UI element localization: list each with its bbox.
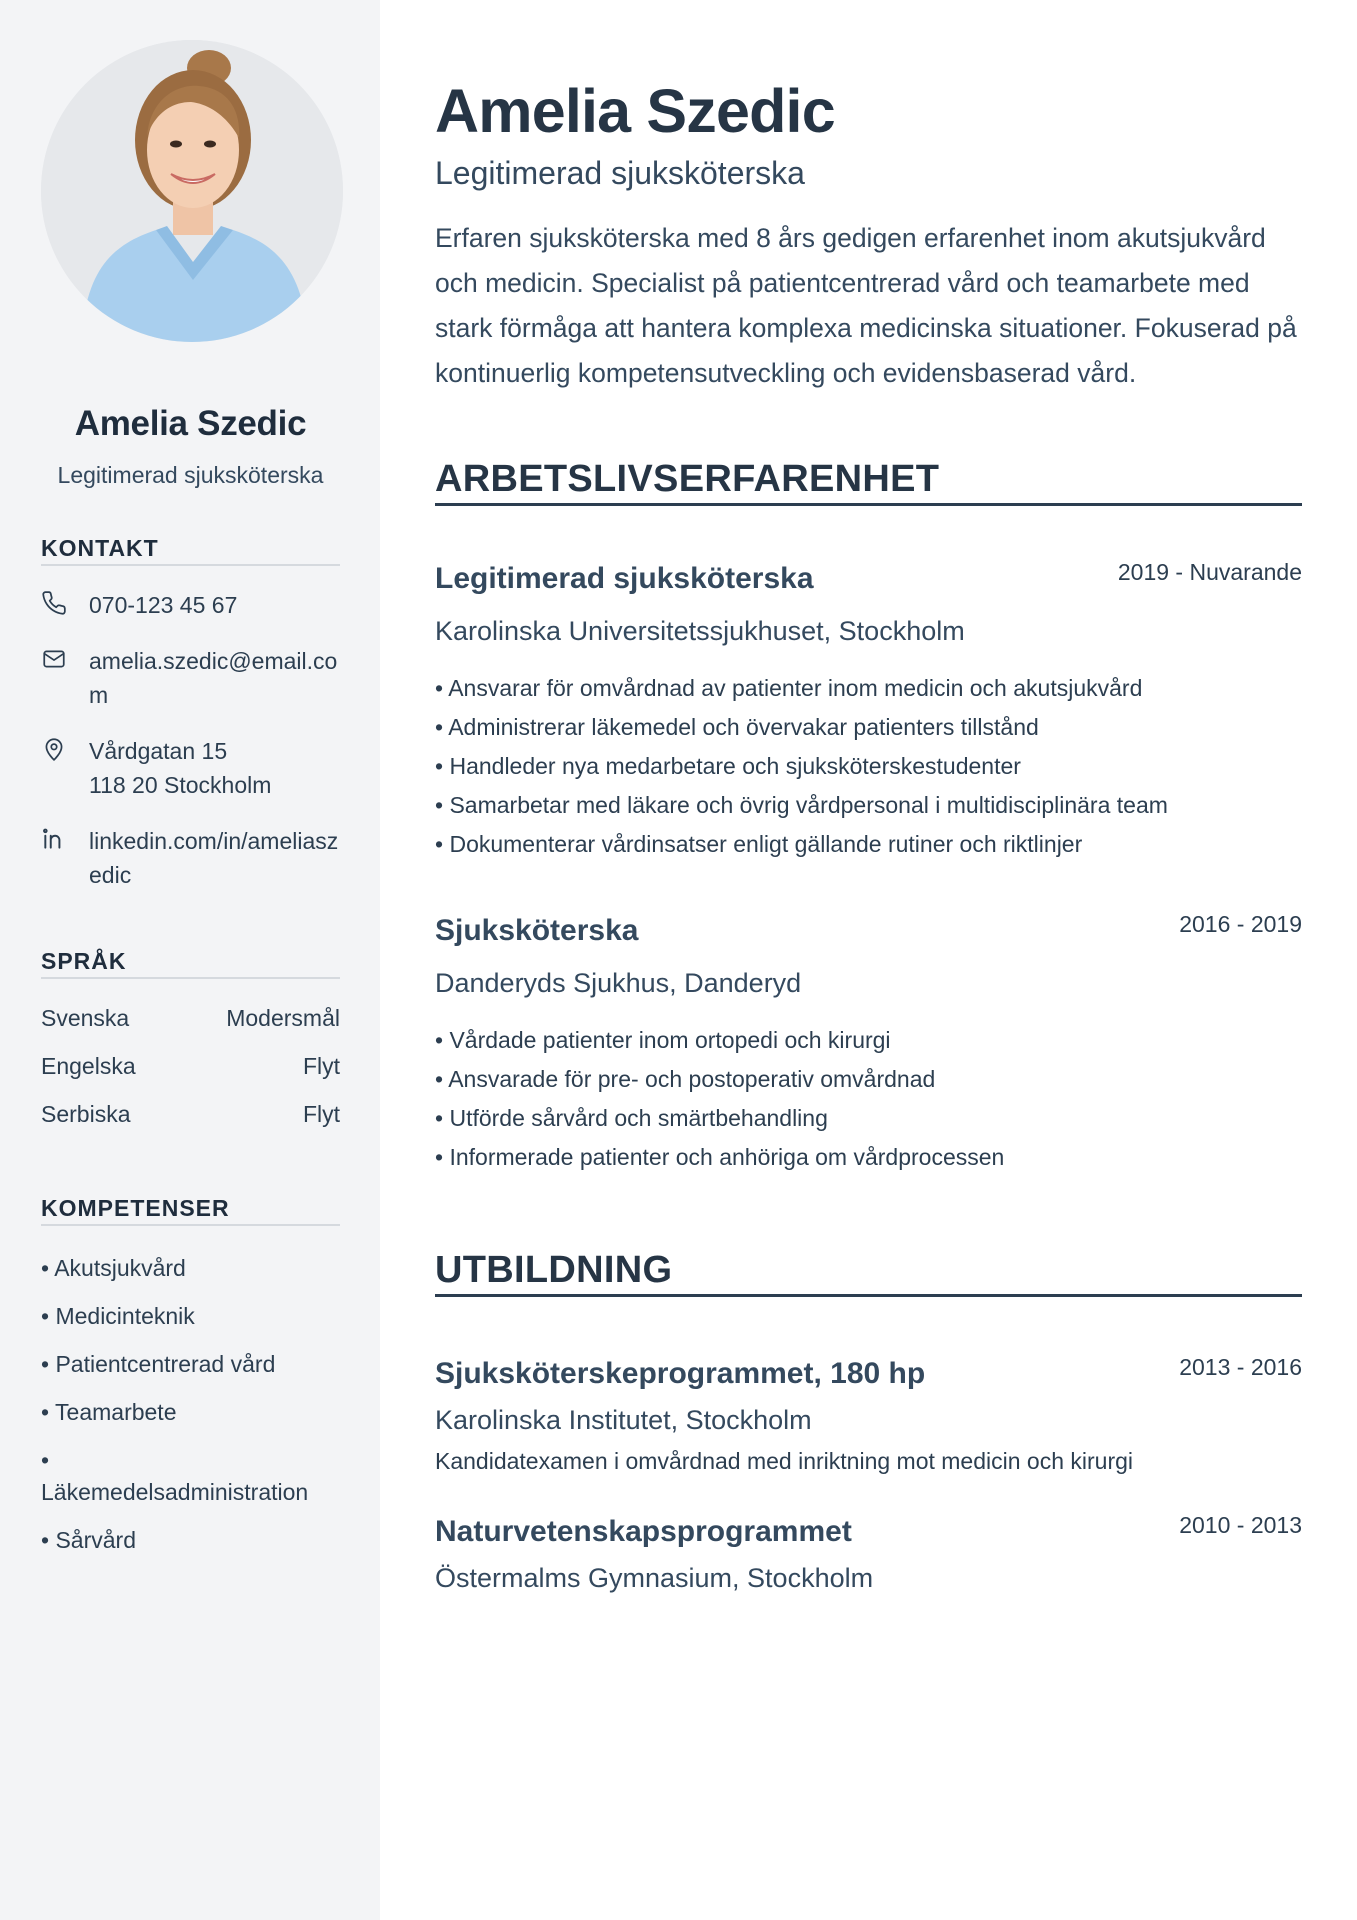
sidebar-title: Legitimerad sjuksköterska <box>57 462 324 488</box>
skill-item: • Teamarbete <box>41 1396 340 1428</box>
job-bullet: • Ansvarade för pre- och postoperativ omvårdnad <box>435 1060 1302 1099</box>
education-entry <box>435 1512 1302 1594</box>
skill-item: • Läkemedelsadministration <box>41 1444 340 1508</box>
job-title: Sjuksköterska <box>435 914 639 948</box>
job-dates: 2016 - 2019 <box>1179 911 1302 938</box>
sidebar-name: Amelia Szedic <box>74 404 307 443</box>
profile-photo <box>41 40 343 342</box>
job-bullet: • Utförde sårvård och smärtbehandling <box>435 1099 1302 1138</box>
job-entry <box>435 559 1302 864</box>
skills-section <box>41 1195 340 1556</box>
address-text <box>89 734 340 802</box>
job-org: Karolinska Universitetssjukhuset, Stockholm <box>435 616 965 647</box>
contact-heading: KONTAKT <box>41 535 340 566</box>
skill-item: • Sårvård <box>41 1524 340 1556</box>
languages-heading: SPRÅK <box>41 948 340 979</box>
job-title: Legitimerad sjuksköterska <box>435 562 814 596</box>
mail-icon <box>41 644 89 677</box>
job-header <box>435 559 1302 596</box>
linkedin-icon <box>41 824 89 857</box>
experience-section <box>435 458 1302 1177</box>
profile-photo-illustration <box>41 40 343 342</box>
summary-text: Erfaren sjuksköterska med 8 års gedigen erfarenhet inom akutsjukvård och medicin. Specialist på patientcentrerad vård och teamarbete med stark förmåga att hantera komplexa medicinska situationer. Fokuserad på kontinuerlig kompetensutveckling och evidensbaserad vård. <box>435 223 1297 389</box>
contact-address <box>41 734 340 802</box>
skills-heading: KOMPETENSER <box>41 1195 340 1226</box>
job-bullet: • Informerade patienter och anhöriga om vårdprocessen <box>435 1138 1302 1177</box>
job-org: Danderyds Sjukhus, Danderyd <box>435 968 802 999</box>
language-row <box>41 1053 340 1101</box>
email-text[interactable]: amelia.szedic@email.com <box>89 648 338 708</box>
job-bullet: • Dokumenterar vårdinsatser enligt gällande rutiner och riktlinjer <box>435 825 1302 864</box>
education-header <box>435 1512 1302 1549</box>
language-name: Engelska <box>41 1053 136 1079</box>
experience-heading: ARBETSLIVSERFARENHET <box>435 458 1302 506</box>
phone-icon <box>41 588 89 621</box>
main-content <box>380 0 1357 1920</box>
job-bullet: • Handleder nya medarbetare och sjuksköterskestudenter <box>435 747 1302 786</box>
languages-section <box>41 948 340 1149</box>
job-bullet: • Samarbetar med läkare och övrig vårdpersonal i multidisciplinära team <box>435 786 1302 825</box>
skill-item: • Patientcentrerad vård <box>41 1348 340 1380</box>
language-name: Serbiska <box>41 1101 131 1127</box>
language-level: Flyt <box>302 1101 340 1127</box>
education-heading: UTBILDNING <box>435 1249 1302 1297</box>
language-name: Svenska <box>41 1005 130 1031</box>
education-entry <box>435 1354 1302 1475</box>
contact-linkedin <box>41 824 340 892</box>
address-line2: 118 20 Stockholm <box>89 772 272 798</box>
job-dates: 2019 - Nuvarande <box>1117 559 1302 586</box>
education-dates: 2013 - 2016 <box>1179 1354 1302 1381</box>
language-row <box>41 1101 340 1149</box>
job-bullet: • Ansvarar för omvårdnad av patienter inom medicin och akutsjukvård <box>435 669 1302 708</box>
contact-list <box>41 588 340 892</box>
skills-list <box>41 1252 340 1556</box>
skill-item: • Medicinteknik <box>41 1300 340 1332</box>
address-line1: Vårdgatan 15 <box>89 738 228 764</box>
location-pin-icon <box>41 734 89 767</box>
education-org: Östermalms Gymnasium, Stockholm <box>435 1563 874 1594</box>
job-bullets <box>435 1021 1302 1177</box>
sidebar <box>0 0 380 1920</box>
education-desc: Kandidatexamen i omvårdnad med inriktning mot medicin och kirurgi <box>435 1448 1134 1475</box>
job-header <box>435 911 1302 948</box>
education-title: Naturvetenskapsprogrammet <box>435 1515 852 1549</box>
language-row <box>41 1005 340 1053</box>
education-title: Sjuksköterskeprogrammet, 180 hp <box>435 1357 926 1391</box>
languages-list <box>41 1005 340 1149</box>
education-header <box>435 1354 1302 1391</box>
linkedin-text[interactable]: linkedin.com/in/ameliaszedic <box>89 828 339 888</box>
contact-phone <box>41 588 340 622</box>
main-title: Legitimerad sjuksköterska <box>435 155 805 192</box>
contact-section <box>41 535 340 892</box>
job-bullet: • Administrerar läkemedel och övervakar patienters tillstånd <box>435 708 1302 747</box>
contact-email <box>41 644 340 712</box>
job-bullets <box>435 669 1302 864</box>
education-org: Karolinska Institutet, Stockholm <box>435 1405 812 1436</box>
education-section <box>435 1249 1302 1594</box>
main-name: Amelia Szedic <box>435 77 835 145</box>
skill-item: • Akutsjukvård <box>41 1252 340 1284</box>
language-level: Modersmål <box>226 1005 340 1031</box>
phone-text: 070-123 45 67 <box>89 592 238 618</box>
job-bullet: • Vårdade patienter inom ortopedi och kirurgi <box>435 1021 1302 1060</box>
education-dates: 2010 - 2013 <box>1179 1512 1302 1539</box>
job-entry <box>435 911 1302 1177</box>
language-level: Flyt <box>302 1053 340 1079</box>
